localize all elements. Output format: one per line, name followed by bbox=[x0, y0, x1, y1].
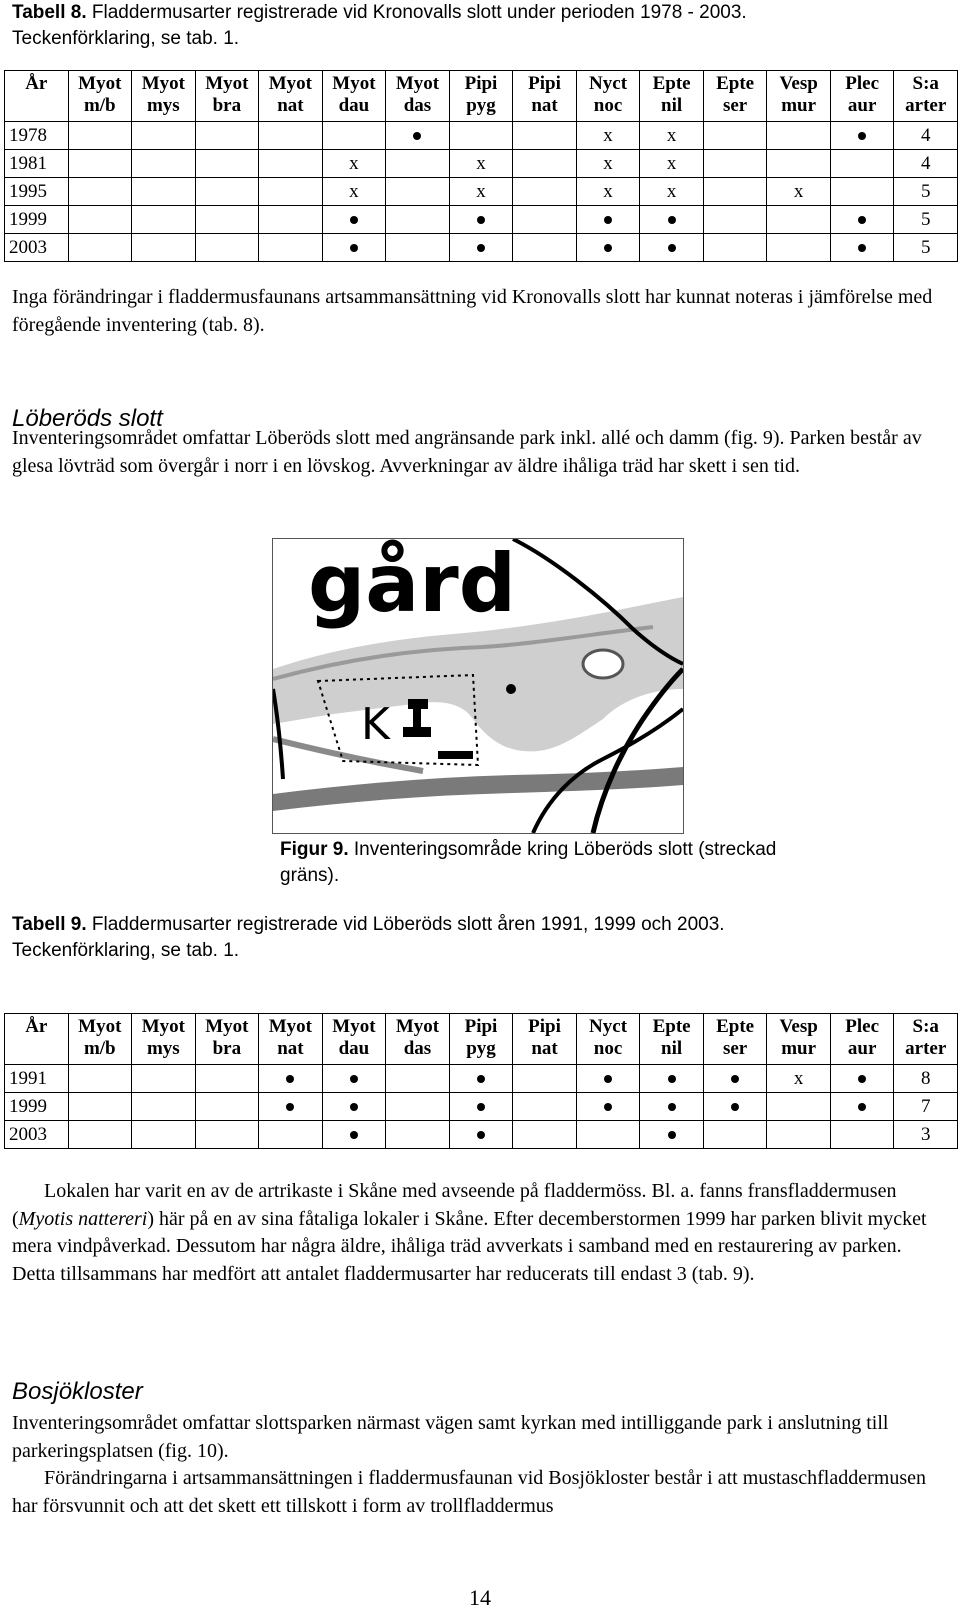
table-row bbox=[5, 178, 958, 206]
table8-header-line: Myot bbox=[395, 73, 440, 94]
species-cell bbox=[132, 1121, 196, 1149]
dot-icon bbox=[858, 1075, 866, 1083]
species-cell bbox=[513, 1121, 577, 1149]
table8-header-line: Myot bbox=[205, 73, 249, 94]
species-cell: x bbox=[640, 178, 704, 206]
table8-header-cell bbox=[5, 71, 69, 122]
presence-dot-cell bbox=[830, 234, 894, 262]
table8-header-line: noc bbox=[593, 95, 623, 116]
table9-caption-text: Fladdermusarter registrerade vid Löberöds slott åren 1991, 1999 och 2003. bbox=[86, 914, 725, 935]
table8-header-line: mur bbox=[781, 95, 817, 116]
year-cell: 1995 bbox=[5, 178, 69, 206]
species-count-cell: 7 bbox=[894, 1093, 958, 1121]
table8-header-line: Nyct bbox=[589, 73, 628, 94]
map-label-gard: gård bbox=[308, 539, 516, 630]
dot-icon bbox=[477, 1075, 485, 1083]
table8-header-cell bbox=[767, 71, 831, 122]
species-cell bbox=[767, 206, 831, 234]
dot-icon bbox=[350, 244, 358, 252]
species-cell bbox=[68, 1093, 132, 1121]
species-cell: x bbox=[576, 122, 640, 150]
table9-header-cell bbox=[68, 1014, 132, 1065]
table9 bbox=[4, 1013, 958, 1149]
table8-header-line: Myot bbox=[141, 73, 185, 94]
table8-header-line: S:a bbox=[912, 73, 939, 94]
map-illustration bbox=[273, 539, 683, 833]
presence-dot-cell bbox=[576, 1093, 640, 1121]
species-cell: x bbox=[322, 178, 386, 206]
table9-header-cell bbox=[703, 1014, 767, 1065]
paragraph-loberod-history-part2: ) här på en av sina fåtaliga lokaler i Skåne. Efter decemberstormen 1999 har parken blivit mycket mera vindpåverkad. Dessutom har några äldre, ihåliga träd avverkats i samband med en restaurering av parken. Detta tillsammans har medfört att antalet fladdermusarter har reducerats till endast 3 (tab. 9). bbox=[12, 1207, 927, 1285]
table8-header-line: m/b bbox=[83, 95, 116, 116]
species-cell bbox=[703, 1121, 767, 1149]
presence-dot-cell bbox=[576, 206, 640, 234]
table9-header-line: noc bbox=[593, 1038, 623, 1059]
species-cell bbox=[767, 122, 831, 150]
species-cell bbox=[132, 234, 196, 262]
species-cell: x bbox=[767, 1065, 831, 1093]
species-cell bbox=[703, 122, 767, 150]
table9-header-line: Nyct bbox=[589, 1016, 628, 1037]
species-cell: x bbox=[640, 150, 704, 178]
table8-header-line: Epte bbox=[716, 73, 755, 94]
species-cell bbox=[195, 234, 259, 262]
species-cell bbox=[132, 178, 196, 206]
species-cell bbox=[513, 206, 577, 234]
species-cell bbox=[68, 206, 132, 234]
species-count-cell: 3 bbox=[894, 1121, 958, 1149]
table8-caption-line2: Teckenförklaring, se tab. 1. bbox=[12, 28, 240, 49]
table8-header-cell bbox=[68, 71, 132, 122]
table9-header-cell bbox=[576, 1014, 640, 1065]
table9-header-cell bbox=[5, 1014, 69, 1065]
presence-dot-cell bbox=[640, 1065, 704, 1093]
species-cell bbox=[513, 1093, 577, 1121]
figure9-caption-text: Inventeringsområde kring Löberöds slott (streckad bbox=[348, 839, 777, 860]
species-cell bbox=[830, 1121, 894, 1149]
presence-dot-cell bbox=[576, 234, 640, 262]
figure9-caption-line2: gräns). bbox=[280, 865, 340, 886]
table9-header-row bbox=[5, 1014, 958, 1065]
map-figure-9 bbox=[272, 538, 684, 834]
table9-header-line: mur bbox=[781, 1038, 817, 1059]
species-cell bbox=[767, 1121, 831, 1149]
species-cell bbox=[68, 178, 132, 206]
species-cell bbox=[513, 122, 577, 150]
species-name-italic: Myotis nattereri bbox=[18, 1207, 148, 1230]
presence-dot-cell bbox=[449, 1121, 513, 1149]
table8-header-cell bbox=[449, 71, 513, 122]
table9-header-cell bbox=[640, 1014, 704, 1065]
species-cell bbox=[703, 150, 767, 178]
species-count-cell: 4 bbox=[894, 150, 958, 178]
presence-dot-cell bbox=[259, 1065, 323, 1093]
species-cell bbox=[767, 234, 831, 262]
presence-dot-cell bbox=[640, 206, 704, 234]
species-cell bbox=[513, 234, 577, 262]
table8-header-line: Myot bbox=[332, 73, 376, 94]
species-cell bbox=[195, 1093, 259, 1121]
section-heading-bosjokloster: Bosjökloster bbox=[12, 1378, 143, 1405]
species-cell bbox=[386, 1121, 450, 1149]
species-cell bbox=[386, 206, 450, 234]
species-count-cell: 5 bbox=[894, 234, 958, 262]
table9-header-cell bbox=[894, 1014, 958, 1065]
map-label-k: K bbox=[361, 699, 390, 750]
species-cell bbox=[259, 234, 323, 262]
table9-header-cell bbox=[449, 1014, 513, 1065]
table8-header-cell bbox=[386, 71, 450, 122]
table8-header-line: das bbox=[403, 95, 432, 116]
species-count-cell: 4 bbox=[894, 122, 958, 150]
table9-header-line: mys bbox=[146, 1038, 180, 1059]
table8-header-line: nat bbox=[531, 95, 558, 116]
figure9-caption bbox=[280, 837, 776, 889]
table9-header-cell bbox=[513, 1014, 577, 1065]
dot-icon bbox=[858, 132, 866, 140]
table8-header-row bbox=[5, 71, 958, 122]
year-cell: 1978 bbox=[5, 122, 69, 150]
species-cell bbox=[386, 1093, 450, 1121]
table-row bbox=[5, 1121, 958, 1149]
table8-header-line: Pipi bbox=[528, 73, 561, 94]
species-cell bbox=[513, 150, 577, 178]
species-cell bbox=[386, 1065, 450, 1093]
species-count-cell: 8 bbox=[894, 1065, 958, 1093]
dot-icon bbox=[286, 1103, 294, 1111]
species-cell bbox=[386, 178, 450, 206]
table-row bbox=[5, 206, 958, 234]
table8-header-line: Vesp bbox=[779, 73, 818, 94]
table9-header-cell bbox=[259, 1014, 323, 1065]
species-cell: x bbox=[576, 150, 640, 178]
species-cell bbox=[767, 150, 831, 178]
table-row bbox=[5, 1065, 958, 1093]
species-cell bbox=[449, 122, 513, 150]
table8-header-line: mys bbox=[146, 95, 180, 116]
year-cell: 1999 bbox=[5, 1093, 69, 1121]
table9-header-line: das bbox=[403, 1038, 432, 1059]
table9-header-line: Pipi bbox=[464, 1016, 498, 1037]
presence-dot-cell bbox=[322, 1065, 386, 1093]
year-cell: 1999 bbox=[5, 206, 69, 234]
dot-icon bbox=[668, 1103, 676, 1111]
table8-header-line: dau bbox=[338, 95, 370, 116]
paragraph-loberod-area: Inventeringsområdet omfattar Löberöds slott med angränsande park inkl. allé och damm (fig. 9). Parken består av glesa lövträd som övergår i norr i en lövskog. Avverkningar av äldre ihåliga träd har skett i sen tid. bbox=[12, 427, 922, 477]
table9-header-cell bbox=[132, 1014, 196, 1065]
species-cell bbox=[703, 234, 767, 262]
dot-icon bbox=[413, 132, 421, 140]
table8-header-cell bbox=[703, 71, 767, 122]
species-cell: x bbox=[449, 178, 513, 206]
species-cell bbox=[830, 150, 894, 178]
table9-header-line: m/b bbox=[83, 1038, 116, 1059]
table8-header-cell bbox=[830, 71, 894, 122]
table-row bbox=[5, 122, 958, 150]
paragraph-kronovall-summary: Inga förändringar i fladdermusfaunans artsammansättning vid Kronovalls slott har kunnat noteras i jämförelse med föregående inventering (tab. 8). bbox=[12, 286, 933, 336]
presence-dot-cell bbox=[259, 1093, 323, 1121]
table8-header-line: nil bbox=[661, 95, 683, 116]
table8-header-line: Plec bbox=[845, 73, 880, 94]
species-cell: x bbox=[640, 122, 704, 150]
species-cell bbox=[68, 234, 132, 262]
presence-dot-cell bbox=[830, 122, 894, 150]
dot-icon bbox=[858, 1103, 866, 1111]
species-cell bbox=[322, 122, 386, 150]
dot-icon bbox=[604, 1103, 612, 1111]
table8-header-line: bra bbox=[212, 95, 242, 116]
table8-header-cell bbox=[576, 71, 640, 122]
presence-dot-cell bbox=[830, 206, 894, 234]
table9-header-line: pyg bbox=[466, 1038, 496, 1059]
table9-header-line: Myot bbox=[78, 1016, 122, 1037]
table9-header-line: nat bbox=[277, 1038, 304, 1059]
species-count-cell: 5 bbox=[894, 178, 958, 206]
table8-header-cell bbox=[132, 71, 196, 122]
presence-dot-cell bbox=[640, 1121, 704, 1149]
table8-header-cell bbox=[195, 71, 259, 122]
species-cell bbox=[195, 178, 259, 206]
species-cell: x bbox=[322, 150, 386, 178]
table8-header-cell bbox=[259, 71, 323, 122]
table9-header-line: nat bbox=[531, 1038, 558, 1059]
presence-dot-cell bbox=[449, 1065, 513, 1093]
table8-header-line: nat bbox=[277, 95, 304, 116]
species-cell bbox=[513, 178, 577, 206]
table9-header-cell bbox=[830, 1014, 894, 1065]
presence-dot-cell bbox=[640, 234, 704, 262]
species-cell bbox=[68, 150, 132, 178]
species-cell bbox=[259, 178, 323, 206]
table9-header-line: Myot bbox=[268, 1016, 313, 1037]
species-cell bbox=[259, 122, 323, 150]
presence-dot-cell bbox=[386, 122, 450, 150]
species-cell bbox=[132, 150, 196, 178]
species-cell bbox=[68, 122, 132, 150]
dot-icon bbox=[350, 1131, 358, 1139]
table8-header-cell bbox=[322, 71, 386, 122]
presence-dot-cell bbox=[703, 1065, 767, 1093]
table8-header-line: År bbox=[25, 73, 48, 94]
species-cell: x bbox=[576, 178, 640, 206]
table8-header-line: Myot bbox=[268, 73, 313, 94]
species-cell bbox=[195, 206, 259, 234]
table9-header-cell bbox=[322, 1014, 386, 1065]
table9-header-line: Vesp bbox=[779, 1016, 818, 1037]
species-cell bbox=[195, 122, 259, 150]
table8-header-line: Epte bbox=[652, 73, 691, 94]
table9-header-line: Myot bbox=[395, 1016, 440, 1037]
species-cell: x bbox=[449, 150, 513, 178]
dot-icon bbox=[668, 1131, 676, 1139]
table9-header-cell bbox=[386, 1014, 450, 1065]
table8-header-line: aur bbox=[847, 95, 877, 116]
table9-header-cell bbox=[195, 1014, 259, 1065]
species-cell bbox=[68, 1065, 132, 1093]
table9-header-line: Pipi bbox=[528, 1016, 561, 1037]
species-cell bbox=[386, 234, 450, 262]
table9-header-line: arter bbox=[905, 1038, 947, 1059]
species-cell bbox=[195, 150, 259, 178]
table8-caption-text: Fladdermusarter registrerade vid Kronovalls slott under perioden 1978 - 2003. bbox=[86, 2, 747, 23]
dot-icon bbox=[604, 1075, 612, 1083]
presence-dot-cell bbox=[449, 234, 513, 262]
presence-dot-cell bbox=[322, 1121, 386, 1149]
figure9-label: Figur 9. bbox=[280, 839, 349, 860]
presence-dot-cell bbox=[703, 1093, 767, 1121]
table9-header-line: dau bbox=[338, 1038, 370, 1059]
table-row bbox=[5, 150, 958, 178]
table9-header-line: S:a bbox=[912, 1016, 939, 1037]
dot-icon bbox=[286, 1075, 294, 1083]
table9-caption-label: Tabell 9. bbox=[12, 914, 87, 935]
presence-dot-cell bbox=[449, 1093, 513, 1121]
dot-icon bbox=[858, 244, 866, 252]
dot-icon bbox=[477, 244, 485, 252]
paragraph-loberod-history bbox=[12, 1178, 942, 1288]
species-cell bbox=[132, 1093, 196, 1121]
table8-header-cell bbox=[513, 71, 577, 122]
year-cell: 2003 bbox=[5, 234, 69, 262]
table8-header-line: Myot bbox=[78, 73, 122, 94]
dot-icon bbox=[477, 1131, 485, 1139]
dot-icon bbox=[668, 244, 676, 252]
table8-header-line: Pipi bbox=[464, 73, 498, 94]
species-cell: x bbox=[767, 178, 831, 206]
table-row bbox=[5, 234, 958, 262]
table-row bbox=[5, 1093, 958, 1121]
dot-icon bbox=[668, 1075, 676, 1083]
dot-icon bbox=[350, 216, 358, 224]
species-cell bbox=[259, 1121, 323, 1149]
table9-header-line: Myot bbox=[205, 1016, 249, 1037]
year-cell: 2003 bbox=[5, 1121, 69, 1149]
paragraph-bosjokloster-area: Inventeringsområdet omfattar slottsparken närmast vägen samt kyrkan med intilliggande park i anslutning till parkeringsplatsen (fig. 10). bbox=[12, 1412, 889, 1462]
dot-icon bbox=[350, 1075, 358, 1083]
dot-icon bbox=[858, 216, 866, 224]
table9-header-line: Myot bbox=[332, 1016, 376, 1037]
table9-caption bbox=[12, 912, 725, 964]
species-cell bbox=[195, 1121, 259, 1149]
table9-header-line: aur bbox=[847, 1038, 877, 1059]
dot-icon bbox=[350, 1103, 358, 1111]
page-number: 14 bbox=[469, 1585, 491, 1610]
presence-dot-cell bbox=[322, 234, 386, 262]
table8-header-line: pyg bbox=[466, 95, 496, 116]
table9-header-line: Epte bbox=[652, 1016, 691, 1037]
table9-header-line: Epte bbox=[716, 1016, 755, 1037]
species-cell bbox=[703, 206, 767, 234]
table9-caption-line2: Teckenförklaring, se tab. 1. bbox=[12, 940, 240, 961]
presence-dot-cell bbox=[640, 1093, 704, 1121]
species-count-cell: 5 bbox=[894, 206, 958, 234]
table8-header-line: arter bbox=[905, 95, 947, 116]
dot-icon bbox=[477, 1103, 485, 1111]
table9-header-line: nil bbox=[661, 1038, 683, 1059]
presence-dot-cell bbox=[449, 206, 513, 234]
dot-icon bbox=[604, 216, 612, 224]
presence-dot-cell bbox=[830, 1093, 894, 1121]
species-cell bbox=[132, 122, 196, 150]
year-cell: 1991 bbox=[5, 1065, 69, 1093]
species-cell bbox=[830, 178, 894, 206]
dot-icon bbox=[731, 1075, 739, 1083]
year-cell: 1981 bbox=[5, 150, 69, 178]
dot-icon bbox=[731, 1103, 739, 1111]
species-cell bbox=[513, 1065, 577, 1093]
species-cell bbox=[132, 206, 196, 234]
table9-header-cell bbox=[767, 1014, 831, 1065]
presence-dot-cell bbox=[322, 206, 386, 234]
table9-header-line: År bbox=[25, 1016, 48, 1037]
table9-header-line: Myot bbox=[141, 1016, 185, 1037]
paragraph-bosjokloster-changes: Förändringarna i artsammansättningen i fladdermusfaunan vid Bosjökloster består i att mustaschfladdermusen har försvunnit och att det skett ett tillskott i form av trollfladdermus bbox=[12, 1467, 926, 1517]
species-cell bbox=[259, 206, 323, 234]
table8-caption bbox=[12, 0, 747, 52]
presence-dot-cell bbox=[830, 1065, 894, 1093]
table9-header-line: Plec bbox=[845, 1016, 880, 1037]
species-cell bbox=[132, 1065, 196, 1093]
dot-icon bbox=[604, 244, 612, 252]
species-cell bbox=[195, 1065, 259, 1093]
table8-caption-label: Tabell 8. bbox=[12, 2, 87, 23]
species-cell bbox=[576, 1121, 640, 1149]
table8-header-line: ser bbox=[722, 95, 748, 116]
table9-header-line: bra bbox=[212, 1038, 242, 1059]
species-cell bbox=[259, 150, 323, 178]
presence-dot-cell bbox=[322, 1093, 386, 1121]
dot-icon bbox=[668, 216, 676, 224]
dot-icon bbox=[477, 216, 485, 224]
section-heading-loberod: Löberöds slott bbox=[12, 405, 163, 432]
table9-header-line: ser bbox=[722, 1038, 748, 1059]
presence-dot-cell bbox=[576, 1065, 640, 1093]
species-cell bbox=[386, 150, 450, 178]
table8 bbox=[4, 70, 958, 262]
species-cell bbox=[767, 1093, 831, 1121]
species-cell bbox=[703, 178, 767, 206]
table8-header-cell bbox=[640, 71, 704, 122]
species-cell bbox=[68, 1121, 132, 1149]
paragraph-loberod-history-part1: Lokalen har varit en av de artrikaste i Skåne med avseende på fladdermöss. Bl. a. fanns fransfladdermusen ( bbox=[12, 1180, 897, 1230]
table8-header-cell bbox=[894, 71, 958, 122]
